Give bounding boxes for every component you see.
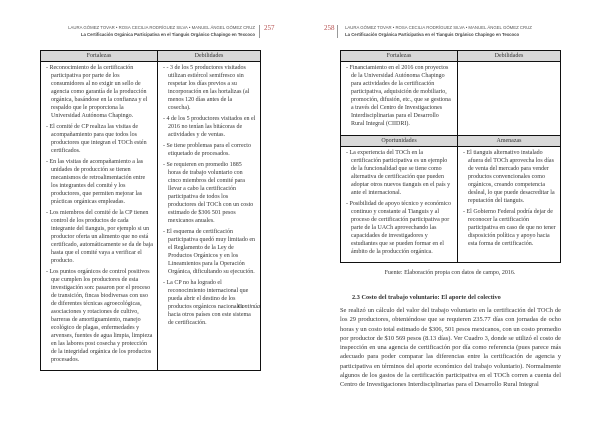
col-header-debilidades: Debilidades bbox=[458, 51, 561, 62]
swot-table bbox=[40, 50, 261, 371]
list-item: - Reconocimiento de la certificación participativa por parte de los consumidores al no exigir un sello de agencia como garantía de la producción orgánica, basándose en la confianza y el respaldo que le proporciona la Universidad Autónoma Chapingo. bbox=[46, 65, 148, 119]
fortalezas-cell bbox=[341, 62, 458, 136]
list-item: - 4 de los 5 productores visitados en el 2016 no tenían las bitácoras de actividades y de ventas. bbox=[163, 116, 256, 138]
page-number: 257 bbox=[264, 24, 275, 32]
list-item: - Se requieren en promedio 1885 horas de trabajo voluntario con cinco miembros del comité para llevar a cabo la certificación participativa de todos los productores del TOCh con un costo estimado de $306 501 pesos mexicanos anuales. bbox=[163, 162, 254, 224]
oportunidades-cell bbox=[341, 147, 458, 263]
col-header-fortalezas: Fortalezas bbox=[341, 51, 458, 62]
debilidades-cell bbox=[458, 62, 561, 136]
section-heading: 2.3 Costo del trabajo voluntario: El aporte del colectivo bbox=[352, 294, 501, 301]
list-item: - Se tiene problemas para el correcto etiquetado de procesados. bbox=[163, 143, 251, 157]
continua-note: Continúa bbox=[237, 304, 260, 310]
debilidades-cell bbox=[158, 62, 261, 371]
col-header-debilidades: Debilidades bbox=[158, 51, 261, 62]
list-item: - La CP no ha logrado el reconocimiento internacional que pueda abrir el destino de los productos orgánicos nacionales hacia otros países con este sistema de certificación. bbox=[163, 280, 251, 326]
page-number: 258 bbox=[324, 24, 335, 32]
list-item: - La experiencia del TOCh en la certificación participativa es un ejemplo de la funcionalidad que se tiene como alternativa de certificación que pueden adoptar otros nuevos tianguis en el país y ante el internacional. bbox=[346, 150, 451, 196]
amenazas-cell bbox=[458, 147, 561, 263]
header-divider bbox=[337, 25, 338, 38]
body-paragraph: Se realizó un cálculo del valor del trabajo voluntario en la certificación del TOCh de los 29 productores, obteniéndose que se requieren 235.77 días con jornadas de ocho horas y un costo total estimado de $306, 501 pesos mexicanos, con un costo promedio por productor de $10 569 pesos (8.13 días). Ver Cuadro 3, donde se utilizó el costo de inspección en una agencia de certificación por día como referencia (pues parece más adecuado para poder comparar las diferencias entre la certificación de agencia y participativa en términos del aporte económico del trabajo voluntario). Normalmente algunos de los gastos de la certificación participativa en el TOCh corren a cuenta del Centro de Investigaciones Interdisciplinarias para el Desarrollo Rural Integral bbox=[340, 307, 561, 389]
list-item: - Los miembros del comité de la CP tienen control de los productos de cada integrante del tianguis, por ejemplo si un productor oferta un alimento que no está certificado, automáticamente se da de baja hasta que el comité vaya a verificar el producto. bbox=[46, 210, 153, 264]
col-header-fortalezas: Fortalezas bbox=[41, 51, 158, 62]
col-header-oportunidades: Oportunidades bbox=[341, 136, 458, 147]
header-authors: LAURA GÓMEZ TOVAR • ROSA CECILIA RODRÍGUEZ SILVA • MANUEL ÁNGEL GÓMEZ CRUZ bbox=[345, 25, 532, 30]
list-item: - El comité de CP realiza las visitas de acompañamiento para que todos los productores que integran el TOCh estén certificados. bbox=[46, 124, 147, 154]
list-item: - Financiamiento en el 2016 con proyectos de la Universidad Autónoma Chapingo para actividades de la certificación participativa, adquisición de mobiliario, promoción, difusión, etc., que se gestiona a través del Centro de Investigaciones Interdisciplinarias para el Desarrollo Rural Integral (CIIDRI). bbox=[346, 65, 451, 127]
list-item: - El esquema de certificación participativa quedó muy limitado en el Reglamento de la Ley de Productos Orgánicos y en los Lineamientos para la Operación Orgánica, dificultando su ejecución. bbox=[163, 229, 255, 275]
fortalezas-cell bbox=[41, 62, 158, 371]
list-item: - Los puntos orgánicos de control positivos que cumplen los productores de esta investigación son: pasaron por el proceso de transición, fincas biodiversas con uso de diferentes técnicas agroecológicas, asociaciones y rotaciones de cultivo, barreras de amortiguamiento, manejo ecológico de plagas, enfermedades y arvenses, fuentes de agua limpia, limpieza en las labores post cosecha y protección de la integridad orgánica de los productos procesados. bbox=[46, 269, 153, 363]
header-divider bbox=[259, 25, 260, 38]
header-title: La Certificación Orgánica Participativa en el Tianguis Orgánico Chapingo en Texcoco bbox=[345, 32, 520, 37]
list-item: - El Gobierno Federal podría dejar de reconocer la certificación participativa en caso de que no tener disposición política y apoyo hacia esta forma de certificación. bbox=[463, 209, 556, 247]
swot-table-continued bbox=[340, 50, 561, 263]
running-header bbox=[345, 24, 532, 38]
list-item: - Posibilidad de apoyo técnico y económico continuo y constante al Tianguis y al proceso de certificación participativa por parte de la UACh aprovechando las capacidades de investigadores y estudiantes que se pueden formar en el ámbito de la producción orgánica. bbox=[346, 201, 451, 255]
list-item: - El tianguis alternativo instalado afuera del TOCh aprovecha los días de venta del mercado para vender productos convencionales como orgánicos, creando competencia desleal, lo que puede desacreditar la reputación del tianguis. bbox=[463, 150, 555, 204]
header-title: La Certificación Orgánica Participativa en el Tianguis Orgánico Chapingo en Texcoco bbox=[80, 32, 255, 37]
list-item: - En las visitas de acompañamiento a las unidades de producción se tienen mecanismos de retroalimentación entre los integrantes del comité y los productores, que permiten mejorar las prácticas orgánicas empleadas. bbox=[46, 159, 146, 205]
col-header-amenazas: Amenazas bbox=[458, 136, 561, 147]
list-item: - - 3 de los 5 productores visitados utilizan estiércol semifresco sin respetar los días previos a su incorporación en las hortalizas (al menos 120 días antes de la cosecha). bbox=[163, 65, 250, 111]
table-source-caption: Fuente: Elaboración propia con datos de campo, 2016. bbox=[384, 270, 516, 276]
running-header bbox=[68, 24, 255, 38]
header-authors: LAURA GÓMEZ TOVAR • ROSA CECILIA RODRÍGUEZ SILVA • MANUEL ÁNGEL GÓMEZ CRUZ bbox=[68, 25, 255, 30]
